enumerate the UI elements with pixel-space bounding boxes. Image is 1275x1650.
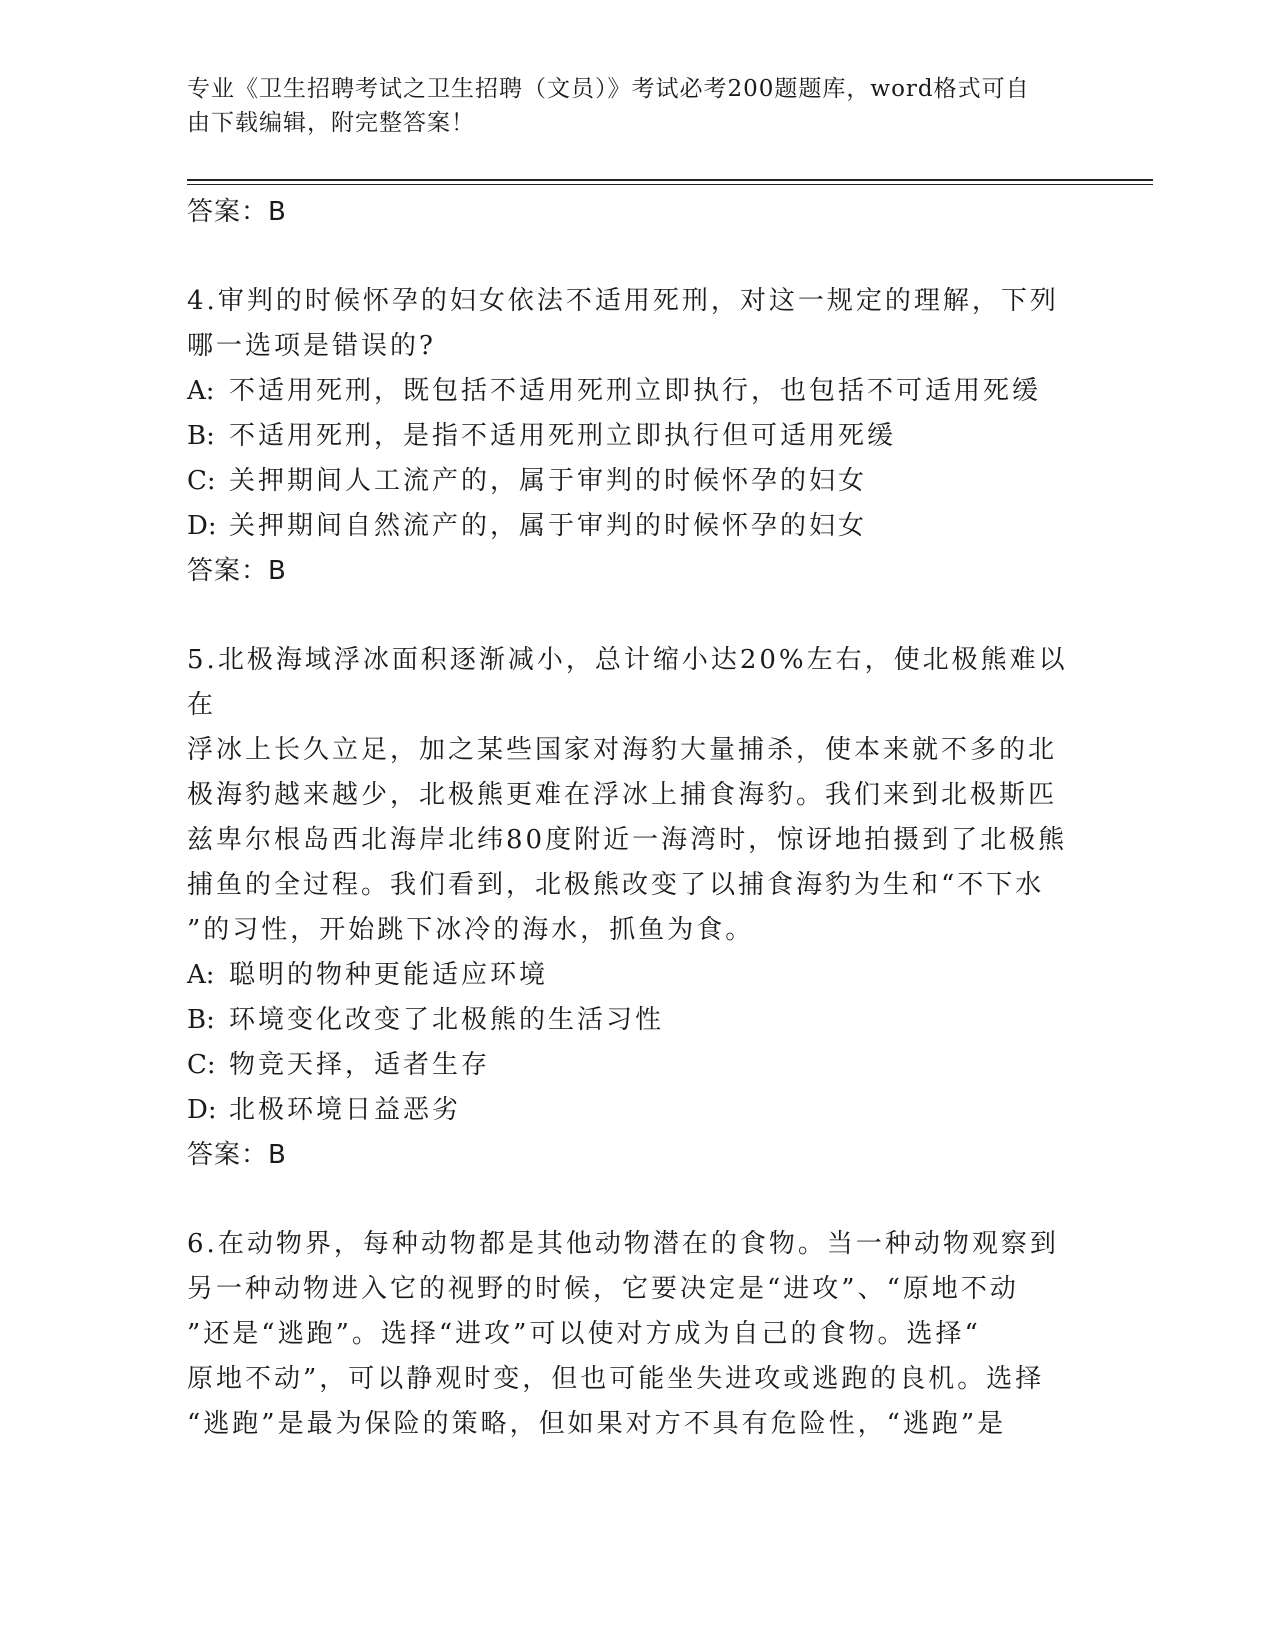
question-text [187, 638, 1087, 953]
option-text: 环境变化改变了北极熊的生活习性 [229, 1005, 665, 1035]
option-text: 北极环境日益恶劣 [229, 1095, 462, 1125]
option-c [187, 1043, 1087, 1088]
header-divider-thin [187, 184, 1153, 185]
answer-line: 答案：B [187, 1140, 287, 1170]
document-header [187, 72, 1067, 140]
option-letter: D: [187, 511, 217, 541]
option-a [187, 369, 1087, 414]
question-line: 4.审判的时候怀孕的妇女依法不适用死刑，对这一规定的理解，下列 [187, 286, 1059, 316]
option-d [187, 504, 1087, 549]
question-line: 浮冰上长久立足，加之某些国家对海豹大量捕杀，使本来就不多的北 [187, 735, 1058, 765]
question-number: 5. [187, 645, 218, 675]
question-line: 5.北极海域浮冰面积逐渐减小，总计缩小达20%左右，使北极熊难以在 [187, 645, 1068, 720]
option-text: 不适用死刑，是指不适用死刑立即执行但可适用死缓 [229, 421, 897, 451]
option-c [187, 459, 1087, 504]
question-line: 另一种动物进入它的视野的时候，它要决定是“进攻”、“原地不动 [187, 1274, 1019, 1304]
question-number: 6. [187, 1229, 218, 1259]
question-line: 6.在动物界，每种动物都是其他动物潜在的食物。当一种动物观察到 [187, 1229, 1059, 1259]
question-block [187, 279, 1087, 593]
header-divider-thick [187, 179, 1153, 181]
option-letter: D: [187, 1095, 217, 1125]
question-line: 哪一选项是错误的? [187, 331, 436, 361]
option-letter: B: [187, 1005, 215, 1035]
question-line: “逃跑”是最为保险的策略，但如果对方不具有危险性，“逃跑”是 [187, 1409, 1007, 1439]
answer-line: 答案：B [187, 556, 287, 586]
question-line: 极海豹越来越少，北极熊更难在浮冰上捕食海豹。我们来到北极斯匹 [187, 780, 1058, 810]
question-text [187, 279, 1087, 369]
header-line-1: 专业《卫生招聘考试之卫生招聘（文员）》考试必考200题题库，word格式可自 [187, 76, 1030, 102]
option-letter: A: [187, 960, 215, 990]
question-text [187, 1222, 1087, 1447]
option-letter: A: [187, 376, 215, 406]
question-block [187, 1222, 1087, 1447]
option-b [187, 414, 1087, 459]
option-text: 物竞天择，适者生存 [229, 1050, 491, 1080]
question-number: 4. [187, 286, 218, 316]
question-block [187, 638, 1087, 1177]
option-text: 不适用死刑，既包括不适用死刑立即执行，也包括不可适用死缓 [229, 376, 1042, 406]
option-letter: C: [187, 1050, 216, 1080]
question-line: 捕鱼的全过程。我们看到，北极熊改变了以捕食海豹为生和“不下水 [187, 870, 1045, 900]
option-text: 关押期间人工流产的，属于审判的时候怀孕的妇女 [229, 466, 868, 496]
question-line: 兹卑尔根岛西北海岸北纬80度附近一海湾时，惊讶地拍摄到了北极熊 [187, 825, 1068, 855]
header-line-2: 由下载编辑，附完整答案！ [187, 110, 475, 136]
document-content [187, 190, 1087, 1447]
question-line: ”还是“逃跑”。选择“进攻”可以使对方成为自己的食物。选择“ [187, 1319, 981, 1349]
answer-line: 答案：B [187, 197, 287, 227]
question-line: 原地不动”，可以静观时变，但也可能坐失进攻或逃跑的良机。选择 [187, 1364, 1045, 1394]
option-letter: B: [187, 421, 215, 451]
option-d [187, 1088, 1087, 1133]
option-letter: C: [187, 466, 216, 496]
option-text: 聪明的物种更能适应环境 [229, 960, 549, 990]
question-line: ”的习性，开始跳下冰冷的海水，抓鱼为食。 [187, 915, 755, 945]
option-text: 关押期间自然流产的，属于审判的时候怀孕的妇女 [229, 511, 868, 541]
option-a [187, 953, 1087, 998]
option-b [187, 998, 1087, 1043]
